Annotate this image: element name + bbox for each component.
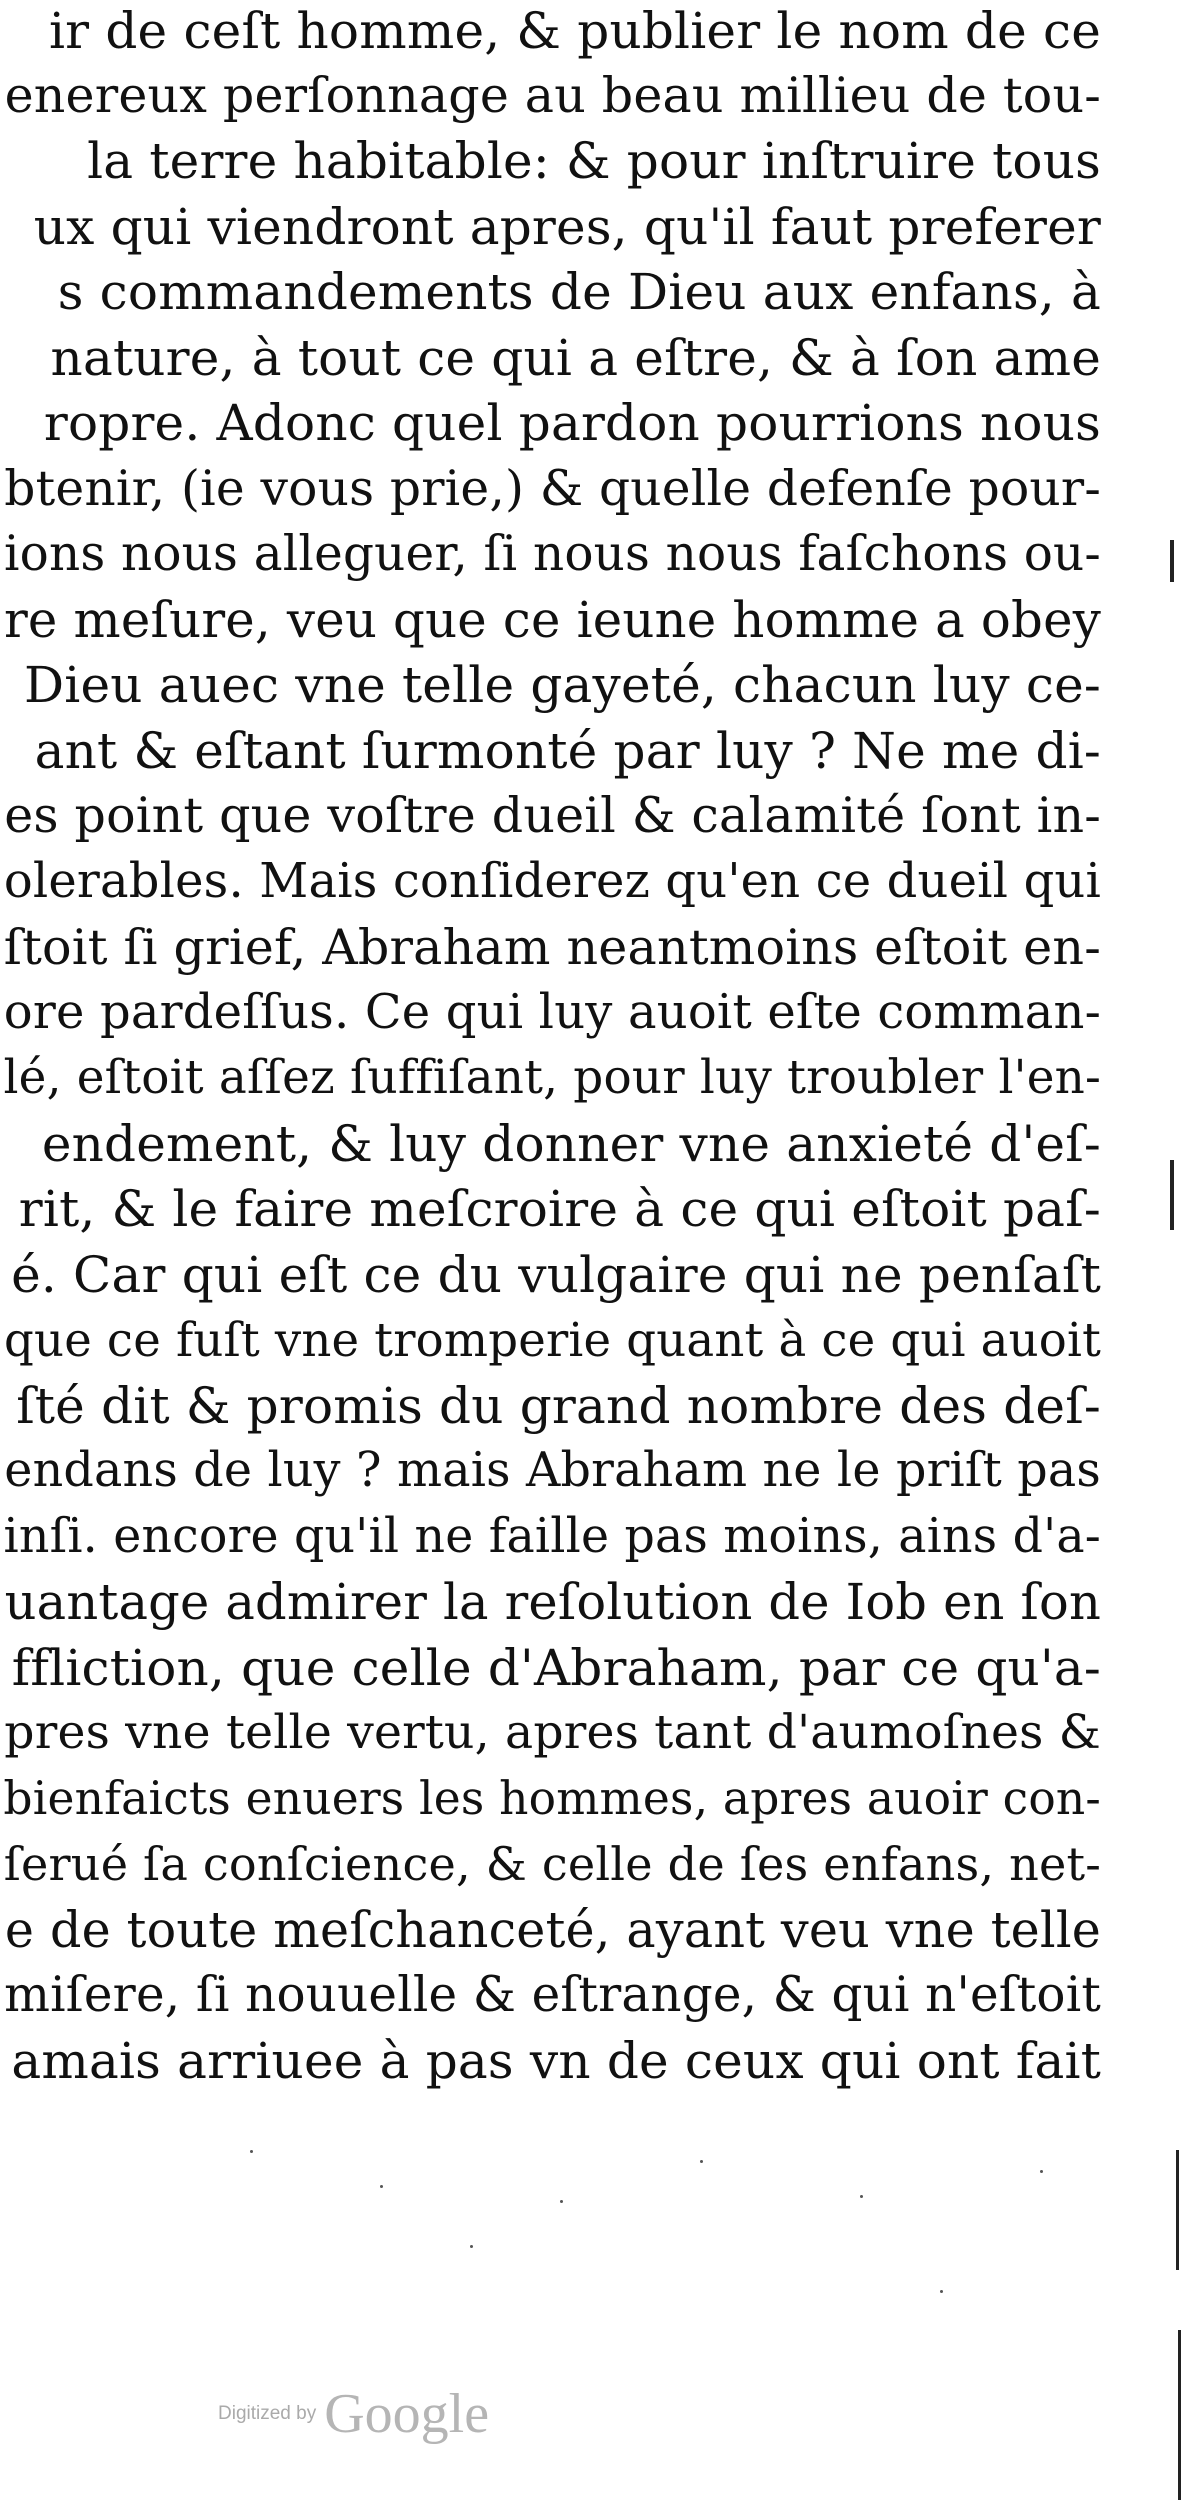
text-line: amais arriuee à pas vn de ceux qui ont fait	[11, 2032, 1101, 2090]
scan-edge-mark	[1176, 2150, 1179, 2270]
text-line: endans de luy ? mais Abraham ne le priſt pas	[4, 1443, 1101, 1498]
digitized-by-label: Digitized by	[218, 2403, 317, 2424]
text-line: é. Car qui eſt ce du vulgaire qui ne penſaſt	[11, 1246, 1101, 1304]
text-line: s commandements de Dieu aux enfans, à	[57, 263, 1101, 321]
scan-edge-mark	[1170, 1160, 1174, 1230]
text-line: olerables. Mais conſiderez qu'en ce dueil qui	[3, 854, 1101, 909]
text-line: enereux perſonnage au beau millieu de tou-	[4, 67, 1101, 124]
text-line: ant & eſtant ſurmonté par luy ? Ne me di-	[34, 722, 1101, 780]
google-logo: Google	[324, 2383, 490, 2445]
text-line: que ce fuſt vne tromperie quant à ce qui auoit	[4, 1313, 1101, 1367]
scan-edge-mark	[1170, 540, 1174, 582]
digitized-by-google-watermark	[218, 2382, 489, 2452]
text-line: ſté dit & promis du grand nombre des deſ-	[16, 1377, 1101, 1435]
text-line: lé, eſtoit aſſez ſuffiſant, pour luy troubler l'en-	[3, 1051, 1101, 1105]
text-line: es point que voſtre dueil & calamité ſont in-	[4, 787, 1101, 844]
scan-edge-mark	[1178, 2330, 1181, 2500]
scan-speck	[860, 2195, 863, 2198]
scan-speck	[250, 2150, 253, 2153]
text-line: la terre habitable: & pour inſtruire tous	[87, 132, 1101, 190]
text-line: miſere, ſi nouuelle & eſtrange, & qui n'eſtoit	[4, 1967, 1101, 2023]
scan-speck	[380, 2185, 383, 2188]
text-line: rit, & le faire meſcroire à ce qui eſtoit paſ-	[18, 1180, 1101, 1238]
text-line: ions nous alleguer, ſi nous nous faſchons ou-	[3, 526, 1101, 582]
text-line: uantage admirer la reſolution de Iob en ſon	[4, 1573, 1101, 1631]
text-line: ffliction, que celle d'Abraham, par ce qu'a-	[11, 1639, 1101, 1697]
scan-speck	[1040, 2170, 1043, 2173]
text-line: ſtoit ſi grief, Abraham neantmoins eſtoit en-	[3, 918, 1101, 976]
text-line: re meſure, veu que ce ieune homme a obey	[3, 591, 1101, 649]
text-line: endement, & luy donner vne anxieté d'eſ-	[41, 1115, 1101, 1173]
text-line: ſerué ſa conſcience, & celle de ſes enfans, net-	[3, 1837, 1101, 1891]
text-line: ore pardeſſus. Ce qui luy auoit eſte comman-	[3, 985, 1101, 1040]
text-line: ir de ceſt homme, & publier le nom de ce	[48, 2, 1101, 60]
text-line: bienfaicts enuers les hommes, apres auoir con-	[3, 1772, 1101, 1825]
text-line: btenir, (ie vous prie,) & quelle defenſe pour-	[4, 461, 1101, 517]
scan-speck	[560, 2200, 563, 2203]
text-line: ropre. Adonc quel pardon pourrions nous	[43, 394, 1101, 452]
text-line: ux qui viendront apres, qu'il faut preferer	[33, 198, 1101, 256]
scan-speck	[700, 2160, 703, 2163]
text-line: pres vne telle vertu, apres tant d'aumoſnes &	[4, 1705, 1101, 1760]
text-line: inſi. encore qu'il ne faille pas moins, ains d'a-	[3, 1509, 1101, 1564]
text-line: e de toute meſchanceté, ayant veu vne telle	[4, 1901, 1101, 1959]
scan-speck	[470, 2245, 473, 2248]
scan-speck	[940, 2290, 943, 2293]
text-line: nature, à tout ce qui a eſtre, & à ſon ame	[50, 329, 1101, 387]
text-line: Dieu auec vne telle gayeté, chacun luy ce-	[23, 656, 1101, 714]
